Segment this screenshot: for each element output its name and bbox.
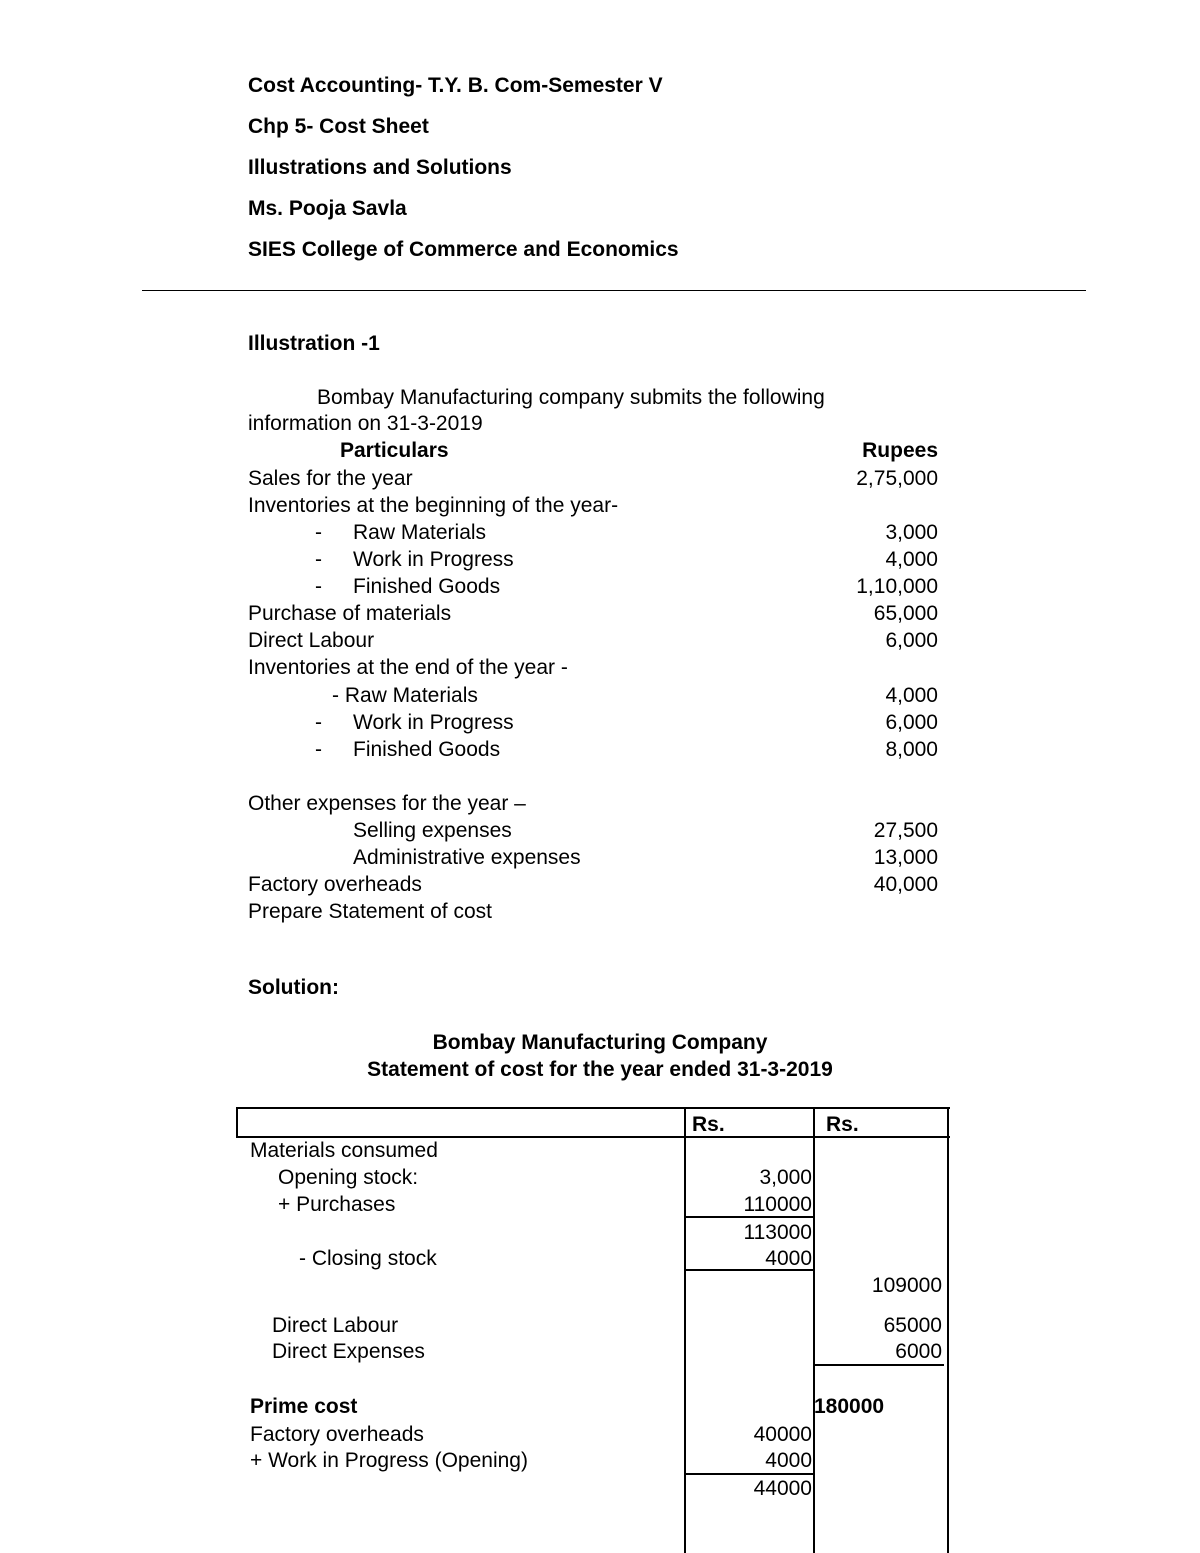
statement-heading: Statement of cost for the year ended 31-3-2019 (367, 1058, 833, 1081)
prime-cost-rule (813, 1364, 944, 1366)
list-item-value: 13,000 (873, 846, 938, 869)
list-item-label: Selling expenses (353, 819, 512, 842)
list-item-value: 65,000 (873, 602, 938, 625)
table-top-border (236, 1107, 950, 1109)
header-divider (142, 290, 1086, 291)
list-item-label: Purchase of materials (248, 602, 452, 625)
list-item-value: 2,75,000 (856, 467, 938, 490)
list-dash: - (315, 738, 322, 761)
list-item-label: Raw Materials (353, 521, 487, 544)
table-row-label: Direct Expenses (272, 1340, 425, 1363)
table-row-value: 3,000 (759, 1166, 812, 1189)
list-item-label: Finished Goods (353, 575, 501, 598)
particulars-header: Particulars (340, 439, 449, 462)
illustration-intro-line2: information on 31-3-2019 (248, 412, 483, 435)
solution-title: Solution: (248, 976, 339, 999)
table-row-value: 113000 (743, 1221, 812, 1244)
list-item-label: Other expenses for the year – (248, 792, 526, 815)
list-item-label: - Raw Materials (332, 684, 478, 707)
list-item-value: 27,500 (873, 819, 938, 842)
table-row-label: + Purchases (278, 1193, 396, 1216)
table-left-border (236, 1107, 238, 1138)
list-item-value: 6,000 (885, 711, 938, 734)
table-row-value: 6000 (895, 1340, 942, 1363)
course-title: Cost Accounting- T.Y. B. Com-Semester V (248, 74, 663, 97)
list-dash: - (315, 575, 322, 598)
list-item-label: Sales for the year (248, 467, 413, 490)
table-row-label: Materials consumed (250, 1139, 438, 1162)
list-item-value: 1,10,000 (856, 575, 938, 598)
list-dash: - (315, 711, 322, 734)
table-right-border (947, 1107, 949, 1553)
table-row-label: Opening stock: (278, 1166, 419, 1189)
list-item-value: 6,000 (885, 629, 938, 652)
list-item-value: 40,000 (873, 873, 938, 896)
list-dash: - (315, 521, 322, 544)
table-col2-border (813, 1107, 815, 1553)
illustration-title: Illustration -1 (248, 332, 380, 355)
list-dash: - (315, 548, 322, 571)
illustration-intro-line1: Bombay Manufacturing company submits the following (317, 386, 825, 409)
table-row-label: Factory overheads (250, 1423, 424, 1446)
list-item-label: Work in Progress (353, 548, 514, 571)
list-item-label: Inventories at the beginning of the year- (248, 494, 619, 517)
list-item-label: Factory overheads (248, 873, 422, 896)
list-item-label: Direct Labour (248, 629, 375, 652)
table-row-value: 4000 (765, 1247, 812, 1270)
list-item-label: Inventories at the end of the year - (248, 656, 568, 679)
college-name: SIES College of Commerce and Economics (248, 238, 679, 261)
table-row-value: 180000 (814, 1395, 885, 1418)
list-item-value: 4,000 (885, 548, 938, 571)
table-row-value: 109000 (871, 1274, 942, 1297)
table-row-value: 110000 (743, 1193, 812, 1216)
table-row-value: 65000 (883, 1314, 942, 1337)
company-heading: Bombay Manufacturing Company (432, 1031, 768, 1054)
table-col1-border (684, 1107, 686, 1553)
overheads-rule (684, 1473, 813, 1475)
chapter-title: Chp 5- Cost Sheet (248, 115, 429, 138)
list-item-value: 3,000 (885, 521, 938, 544)
table-row-label: Prime cost (250, 1395, 358, 1418)
table-row-value: 4000 (765, 1449, 812, 1472)
rupees-header: Rupees (862, 439, 938, 462)
section-subtitle: Illustrations and Solutions (248, 156, 512, 179)
table-row-value: 44000 (753, 1477, 812, 1500)
table-col-rs2: Rs. (826, 1113, 859, 1136)
table-row-label: - Closing stock (299, 1247, 437, 1270)
list-item-label: Prepare Statement of cost (248, 900, 492, 923)
list-item-value: 8,000 (885, 738, 938, 761)
table-row-label: Direct Labour (272, 1314, 399, 1337)
table-row-label: + Work in Progress (Opening) (250, 1449, 528, 1472)
list-item-label: Work in Progress (353, 711, 514, 734)
list-item-value: 4,000 (885, 684, 938, 707)
author-name: Ms. Pooja Savla (248, 197, 407, 220)
list-item-label: Administrative expenses (353, 846, 581, 869)
table-col-rs1: Rs. (692, 1113, 725, 1136)
list-item-label: Finished Goods (353, 738, 501, 761)
table-row-value: 40000 (753, 1423, 812, 1446)
